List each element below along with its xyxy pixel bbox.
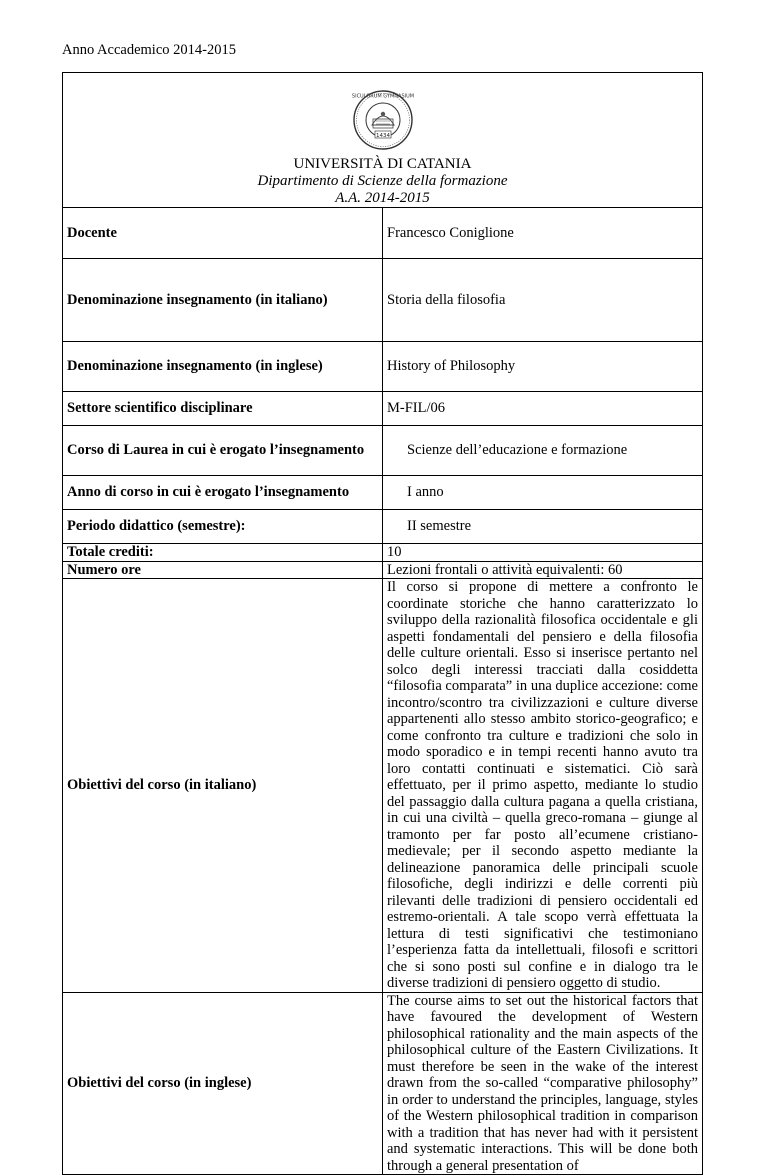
label-hours: Numero ore bbox=[63, 561, 383, 579]
course-info-table bbox=[62, 72, 703, 1175]
value-hours: Lezioni frontali o attività equivalenti: 60 bbox=[383, 561, 703, 579]
university-seal bbox=[67, 73, 698, 151]
label-credits: Totale crediti: bbox=[63, 544, 383, 562]
svg-text:1434: 1434 bbox=[375, 132, 390, 139]
label-objectives-it: Obiettivi del corso (in italiano) bbox=[63, 579, 383, 993]
academic-year: A.A. 2014-2015 bbox=[335, 190, 430, 206]
value-course-year: I anno bbox=[383, 476, 703, 510]
value-degree-course: Scienze dell’educazione e formazione bbox=[383, 426, 703, 476]
value-credits: 10 bbox=[383, 544, 703, 562]
svg-text:SICULORUM GYMNASIUM: SICULORUM GYMNASIUM bbox=[351, 93, 414, 100]
value-sector: M-FIL/06 bbox=[383, 392, 703, 426]
label-course-name-it: Denominazione insegnamento (in italiano) bbox=[63, 259, 383, 342]
university-name: UNIVERSITÀ DI CATANIA bbox=[293, 156, 472, 172]
label-docente: Docente bbox=[63, 208, 383, 259]
value-semester: II semestre bbox=[383, 510, 703, 544]
label-degree-course: Corso di Laurea in cui è erogato l’insegnamento bbox=[63, 426, 383, 476]
value-objectives-en: The course aims to set out the historical factors that have favoured the development of Western philosophical rationality and the main aspects of the philosophical culture of the Eastern Civilizations. It must therefore be seen in the wake of the interest drawn from the so-called “comparative philosophy” in order to understand the principles, language, styles of the Western philosophical tradition in comparison with a tradition that has never had with it persistent and systematic interactions. This will be done both through a general presentation of bbox=[383, 992, 703, 1175]
academic-year-header: Anno Accademico 2014-2015 bbox=[62, 42, 236, 58]
label-semester: Periodo didattico (semestre): bbox=[63, 510, 383, 544]
university-seal-icon bbox=[352, 89, 414, 151]
value-course-name-it: Storia della filosofia bbox=[383, 259, 703, 342]
label-objectives-en: Obiettivi del corso (in inglese) bbox=[63, 992, 383, 1175]
label-sector: Settore scientifico disciplinare bbox=[63, 392, 383, 426]
value-docente: Francesco Coniglione bbox=[383, 208, 703, 259]
label-course-name-en: Denominazione insegnamento (in inglese) bbox=[63, 342, 383, 392]
value-course-name-en: History of Philosophy bbox=[383, 342, 703, 392]
value-objectives-it: Il corso si propone di mettere a confronto le coordinate storiche che hanno caratterizzato lo sviluppo della razionalità filosofica occidentale e gli aspetti fondamentali del pensiero e della filosofia delle culture orientali. Esso si inserisce pertanto nel solco degli interessi tracciati dalla cosiddetta “filosofia comparata” in una duplice accezione: come incontro/scontro tra civilizzazioni e culture diverse appartenenti allo stesso ambito storico-geografico; e come confronto tra culture e tradizioni che solo in modo sporadico e in tempi recenti hanno avuto tra loro contatti continuati e sistematici. Ciò sarà effettuato, per il primo aspetto, mediante lo studio del passaggio dalla cultura pagana a quella cristiana, in cui una civiltà – quella greco-romana – giunge al tramonto per far posto all’ecumene cristiano-medievale; per il secondo aspetto mediante la delineazione panoramica delle principali scuole filosofiche, degli indirizzi e delle correnti più rilevanti delle tradizioni di pensiero occidentali ed estremo-orientali. A tale scopo verrà effettuata la lettura di testi significativi che testimoniano l’esperienza fatta da intellettuali, filosofi e scrittori che si sono posti sul confine e in dialogo tra le diverse tradizioni di pensiero oggetto di studio. bbox=[383, 579, 703, 993]
institution-header bbox=[63, 73, 703, 208]
label-course-year: Anno di corso in cui è erogato l’insegnamento bbox=[63, 476, 383, 510]
department-name: Dipartimento di Scienze della formazione bbox=[257, 173, 508, 189]
